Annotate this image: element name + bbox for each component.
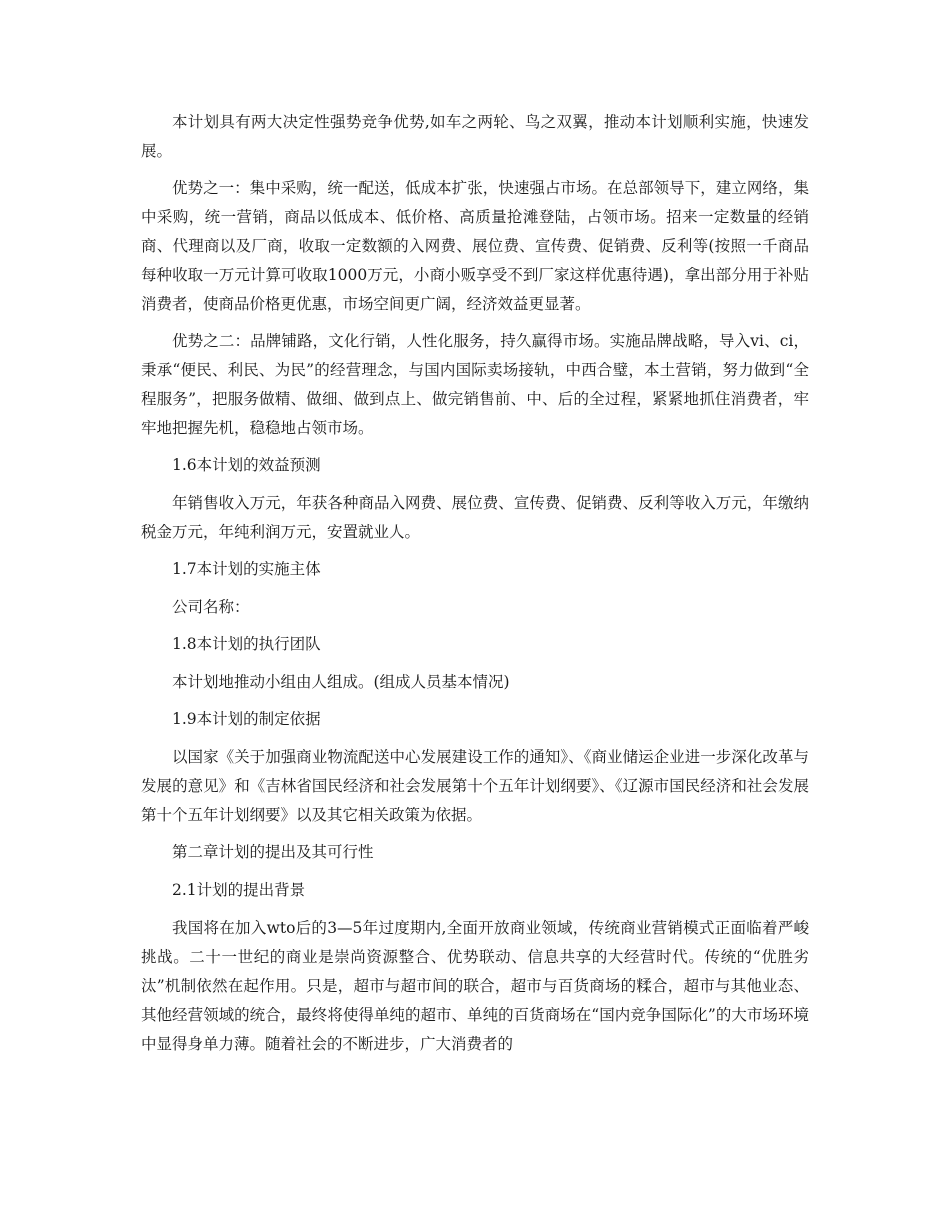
paragraph-team: 本计划地推动小组由人组成。(组成人员基本情况): [172, 673, 510, 691]
paragraph-advantage-two: 优势之二：品牌铺路，文化行销，人性化服务，持久赢得市场。实施品牌战略，导入vi、ci，秉承“便民、利民、为民”的经营理念，与国内国际卖场接轨，中西合璧，本土营销，努力做到“全程服务”，把服务做精、做细、做到点上、做完销售前、中、后的全过程，紧紧地抓住消费者，牢牢地把握先机，稳稳地占领市场。: [141, 332, 809, 437]
heading-1-7: 1.7本计划的实施主体: [172, 560, 321, 578]
heading-1-6: 1.6本计划的效益预测: [172, 456, 321, 474]
heading-1-9: 1.9本计划的制定依据: [172, 710, 321, 728]
document-body: [141, 108, 809, 1067]
paragraph-basis: 以国家《关于加强商业物流配送中心发展建设工作的通知》、《商业储运企业进一步深化改革与发展的意见》和《吉林省国民经济和社会发展第十个五年计划纲要》、《辽源市国民经济和社会发展第十个五年计划纲要》以及其它相关政策为依据。: [141, 748, 809, 824]
heading-1-8: 1.8本计划的执行团队: [172, 635, 321, 653]
paragraph-advantages-intro: 本计划具有两大决定性强势竞争优势,如车之两轮、鸟之双翼，推动本计划顺利实施，快速发展。: [141, 113, 809, 160]
paragraph-advantage-one: 优势之一：集中采购，统一配送，低成本扩张，快速强占市场。在总部领导下，建立网络，集中采购，统一营销，商品以低成本、低价格、高质量抢滩登陆，占领市场。招来一定数量的经销商、代理商以及厂商，收取一定数额的入网费、展位费、宣传费、促销费、反利等(按照一千商品每种收取一万元计算可收取1000万元，小商小贩享受不到厂家这样优惠待遇)，拿出部分用于补贴消费者，使商品价格更优惠，市场空间更广阔，经济效益更显著。: [141, 179, 809, 313]
paragraph-company-name: 公司名称：: [172, 598, 250, 616]
paragraph-background: 我国将在加入wto后的3—5年过度期内,全面开放商业领域，传统商业营销模式正面临着严峻挑战。二十一世纪的商业是崇尚资源整合、优势联动、信息共享的大经营时代。传统的“优胜劣汰”机制依然在起作用。只是，超市与超市间的联合，超市与百货商场的糅合，超市与其他业态、其他经营领域的统合，最终将使得单纯的超市、单纯的百货商场在“国内竞争国际化”的大市场环境中显得身单力薄。随着社会的不断进步，广大消费者的: [141, 919, 809, 1053]
chapter-two-title: 第二章计划的提出及其可行性: [172, 843, 374, 861]
heading-2-1: 2.1计划的提出背景: [172, 881, 306, 899]
paragraph-benefit-forecast: 年销售收入万元，年获各种商品入网费、展位费、宣传费、促销费、反利等收入万元，年缴纳税金万元，年纯利润万元，安置就业人。: [141, 494, 809, 541]
